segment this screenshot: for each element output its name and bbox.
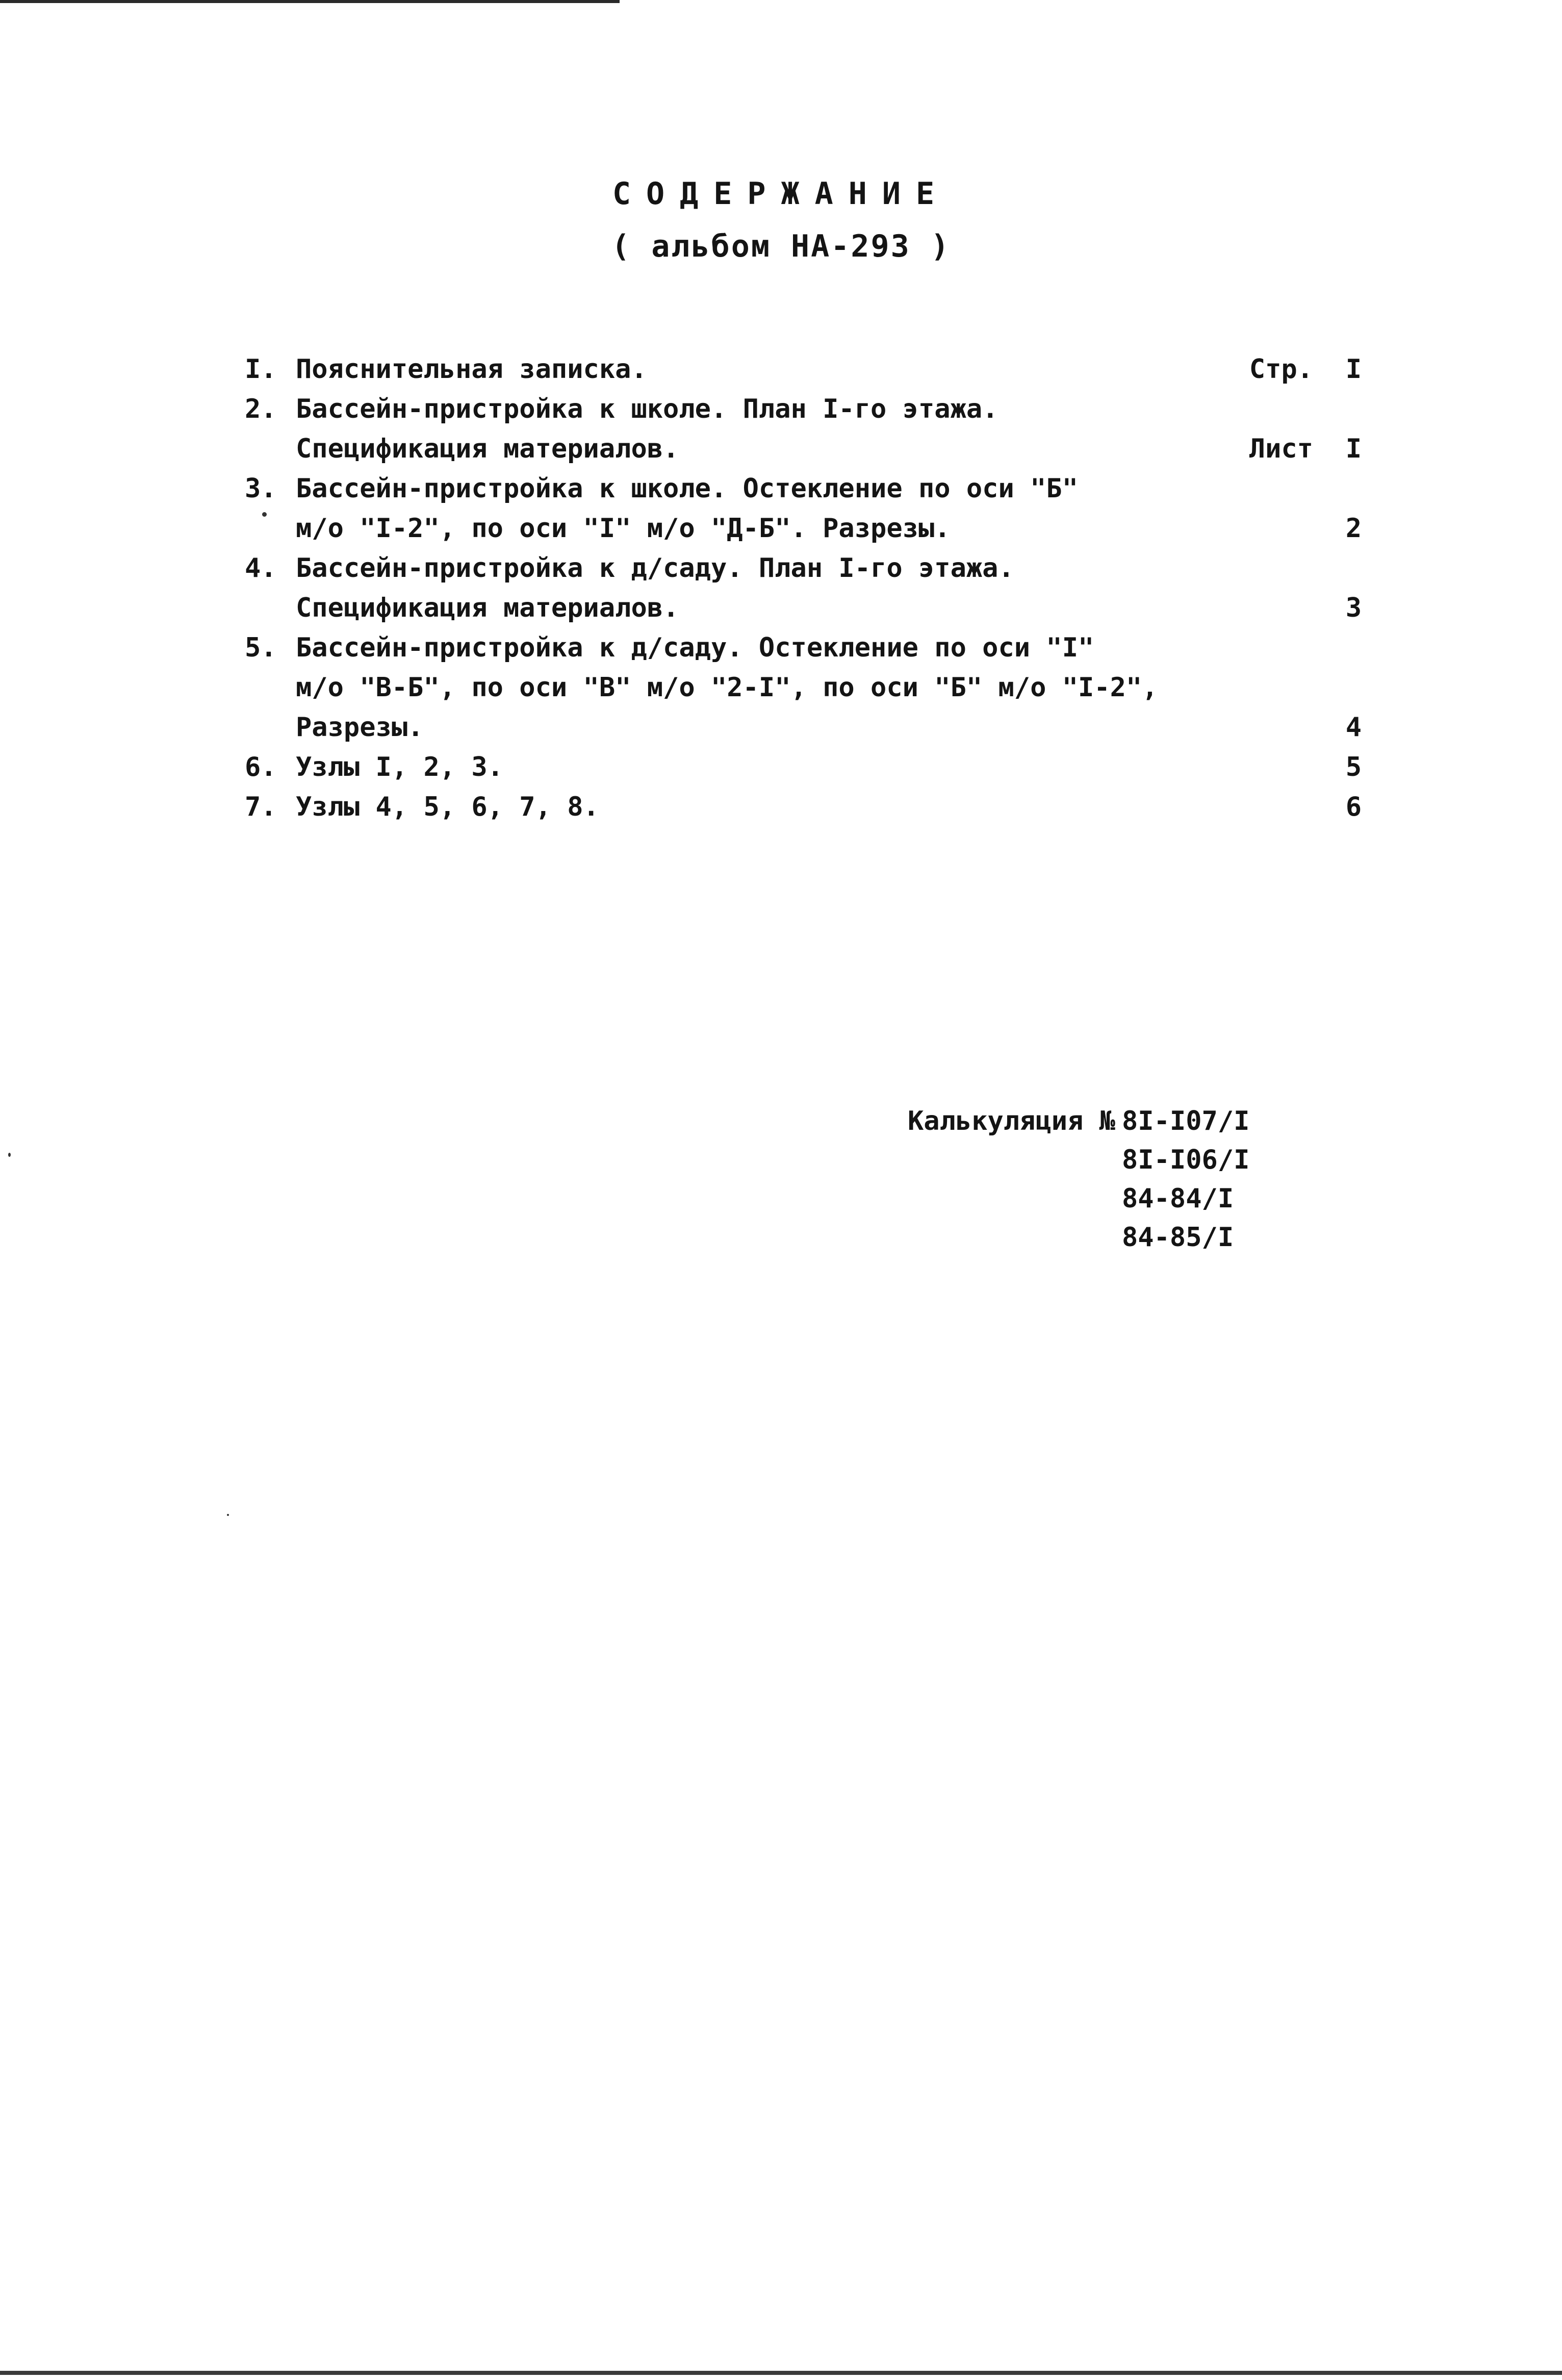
calculation-code: 84-84/I xyxy=(1122,1183,1234,1214)
toc-item-text: Узлы I, 2, 3. xyxy=(296,752,503,782)
toc-item-text: Спецификация материалов. xyxy=(296,593,679,623)
toc-item-text: Бассейн-пристройка к д/саду. Остекление по оси "I" xyxy=(296,632,1094,663)
toc-item-2-cont xyxy=(245,429,1362,469)
toc-item-text: м/о "В-Б", по оси "В" м/о "2-I", по оси "Б" м/о "I-2", xyxy=(296,672,1158,703)
toc-page-label: Лист xyxy=(1249,434,1313,464)
toc-item-text: Разрезы. xyxy=(296,712,424,743)
toc-item-6 xyxy=(245,747,1362,787)
toc-page-number: I xyxy=(1345,354,1362,385)
toc-item-number: 7. xyxy=(245,792,277,822)
toc-item-number: 3. xyxy=(245,473,277,504)
toc-page-number: 3 xyxy=(1345,593,1362,623)
top-edge-line xyxy=(0,0,620,3)
toc-item-text: Бассейн-пристройка к школе. План I-го этажа. xyxy=(296,394,998,424)
scan-speck xyxy=(262,512,267,517)
toc-item-text: м/о "I-2", по оси "I" м/о "Д-Б". Разрезы. xyxy=(296,513,951,544)
calculation-code: 8I-I06/I xyxy=(1122,1145,1250,1175)
calculation-code: 84-85/I xyxy=(1122,1222,1234,1253)
toc-item-5 xyxy=(245,628,1362,668)
toc-item-3 xyxy=(245,469,1362,509)
toc-page-label: Стр. xyxy=(1249,354,1313,385)
toc-page-number: 6 xyxy=(1345,792,1362,822)
toc-item-5-cont xyxy=(245,668,1362,707)
toc-item-7 xyxy=(245,787,1362,827)
toc-item-text: Бассейн-пристройка к школе. Остекление по оси "Б" xyxy=(296,473,1079,504)
toc-item-1 xyxy=(245,349,1362,389)
toc-item-text: Спецификация материалов. xyxy=(296,434,679,464)
toc-item-text: Бассейн-пристройка к д/саду. План I-го этажа. xyxy=(296,553,1014,584)
bottom-edge-line xyxy=(0,2371,1562,2375)
calculation-codes xyxy=(1122,1102,1249,1257)
toc-page-number: 5 xyxy=(1345,752,1362,782)
album-subtitle: ( альбом НА-293 ) xyxy=(611,229,951,264)
table-of-contents xyxy=(245,349,1362,827)
toc-item-5-cont2 xyxy=(245,707,1362,747)
toc-item-4 xyxy=(245,548,1362,588)
toc-item-number: 2. xyxy=(245,394,277,424)
calculation-code: 8I-I07/I xyxy=(1122,1106,1250,1136)
toc-page-number: I xyxy=(1345,434,1362,464)
page-title: СОДЕРЖАНИЕ xyxy=(612,176,950,212)
toc-item-text: Узлы 4, 5, 6, 7, 8. xyxy=(296,792,599,822)
toc-item-4-cont xyxy=(245,588,1362,628)
scan-speck xyxy=(8,1153,11,1157)
scan-speck xyxy=(227,1514,229,1516)
toc-item-text: Пояснительная записка. xyxy=(296,354,647,385)
calculation-label: Калькуляция № xyxy=(908,1106,1115,1136)
toc-item-3-cont xyxy=(245,509,1362,548)
toc-item-number: 4. xyxy=(245,553,277,584)
toc-item-number: I. xyxy=(245,354,277,385)
toc-item-number: 6. xyxy=(245,752,277,782)
toc-page-number: 2 xyxy=(1345,513,1362,544)
toc-page-number: 4 xyxy=(1345,712,1362,743)
toc-item-number: 5. xyxy=(245,632,277,663)
toc-item-2 xyxy=(245,389,1362,429)
